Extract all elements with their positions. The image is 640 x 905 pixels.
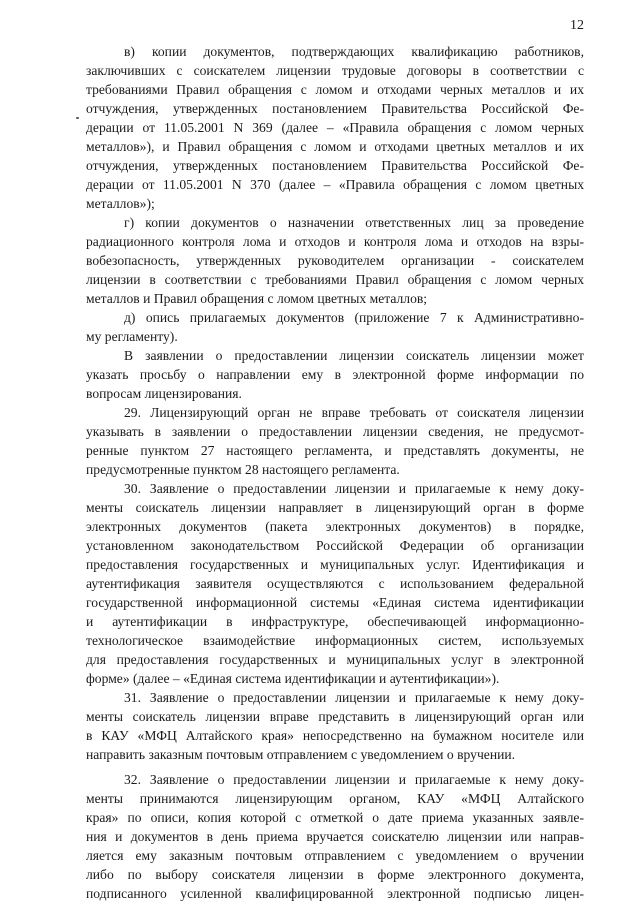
text-line: вопросам лицензирования.: [86, 386, 242, 401]
text-line: и аутентификации в инфраструктуре, обеспечивающей информационно-: [86, 614, 584, 629]
text-line: указывать в заявлении о предоставлении лицензии сведения, не предусмот-: [86, 424, 584, 439]
text-line: лицензии в соответствии с требованиями Правил обращения с ломом черных: [86, 272, 584, 287]
text-line: заключивших с соискателем лицензии трудовые договоры в соответствии с: [86, 63, 584, 78]
text-line: установленном законодательством Российской Федерации об организации: [86, 538, 584, 553]
text-line: указать просьбу о направлении ему в электронной форме информации по: [86, 367, 584, 382]
text-line: аутентификация заявителя осуществляются с использованием федеральной: [86, 576, 584, 591]
text-line: для предоставления государственных и муниципальных услуг в электронной: [86, 652, 584, 667]
text-line: 32. Заявление о предоставлении лицензии и прилагаемые к нему доку-: [124, 772, 584, 787]
text-line: менты принимаются лицензирующим органом, КАУ «МФЦ Алтайского: [86, 791, 584, 806]
text-line: в КАУ «МФЦ Алтайского края» непосредственно на бумажном носителе или: [86, 728, 584, 743]
text-line: 30. Заявление о предоставлении лицензии и прилагаемые к нему доку-: [124, 481, 584, 496]
text-line: подписанного усиленной квалифицированной электронной подписью лицен-: [86, 886, 584, 901]
text-line: металлов»), и Правил обращения с ломом и отходами цветных металлов и их: [86, 139, 584, 154]
text-line: ния и документов в день приема вручается соискателю лицензии или направ-: [86, 829, 584, 844]
text-line: вобезопасность, утвержденных руководителем организации - соискателем: [86, 253, 584, 268]
text-line: 29. Лицензирующий орган не вправе требовать от соискателя лицензии: [124, 405, 584, 420]
text-line: отчуждения, утвержденных постановлением Правительства Российской Фе-: [86, 158, 584, 173]
page-number: 12: [570, 18, 584, 33]
text-line: ренные пунктом 27 настоящего регламента, и представлять документы, не: [86, 443, 584, 458]
text-line: дерации от 11.05.2001 N 369 (далее – «Правила обращения с ломом черных: [86, 120, 584, 135]
text-line: менты соискатель лицензии вправе представить в лицензирующий орган или: [86, 709, 584, 724]
text-line: отчуждения, утвержденных постановлением Правительства Российской Фе-: [86, 101, 584, 116]
text-line: радиационного контроля лома и отходов и контроля лома и отходов на взры-: [86, 234, 584, 249]
text-line: края» по описи, копия которой с отметкой о дате приема указанных заявле-: [86, 810, 584, 825]
text-line: в) копии документов, подтверждающих квалификацию работников,: [124, 44, 584, 59]
scan-speck: [76, 117, 79, 119]
text-line: му регламенту).: [86, 329, 178, 344]
text-line: металлов»);: [86, 196, 155, 211]
text-line: металлов и Правил обращения с ломом цветных металлов;: [86, 291, 428, 306]
text-line: технологическое взаимодействие информационных систем, используемых: [86, 633, 584, 648]
text-line: г) копии документов о назначении ответственных лиц за проведение: [124, 215, 584, 230]
text-line: либо по выбору соискателя лицензии в форме электронного документа,: [86, 867, 584, 882]
text-line: государственной информационной системы «Единая система идентификации: [86, 595, 584, 610]
text-line: В заявлении о предоставлении лицензии соискатель лицензии может: [124, 348, 584, 363]
text-line: направить заказным почтовым отправлением с уведомлением о вручении.: [86, 747, 516, 762]
text-line: менты соискатель лицензии направляет в лицензирующий орган в форме: [86, 500, 584, 515]
text-line: форме» (далее – «Единая система идентификации и аутентификации»).: [86, 671, 500, 686]
text-line: ляется ему заказным почтовым отправлением с уведомлением о вручении: [86, 848, 584, 863]
text-line: требованиями Правил обращения с ломом и отходами черных металлов и их: [86, 82, 584, 97]
text-line: предусмотренные пунктом 28 настоящего регламента.: [86, 462, 400, 477]
text-line: д) опись прилагаемых документов (приложение 7 к Административно-: [124, 310, 584, 325]
text-line: электронных документов (пакета электронных документов) в порядке,: [86, 519, 584, 534]
text-line: предоставления государственных и муниципальных услуг. Идентификация и: [86, 557, 584, 572]
text-line: дерации от 11.05.2001 N 370 (далее – «Правила обращения с ломом цветных: [86, 177, 584, 192]
text-line: 31. Заявление о предоставлении лицензии и прилагаемые к нему доку-: [124, 690, 584, 705]
